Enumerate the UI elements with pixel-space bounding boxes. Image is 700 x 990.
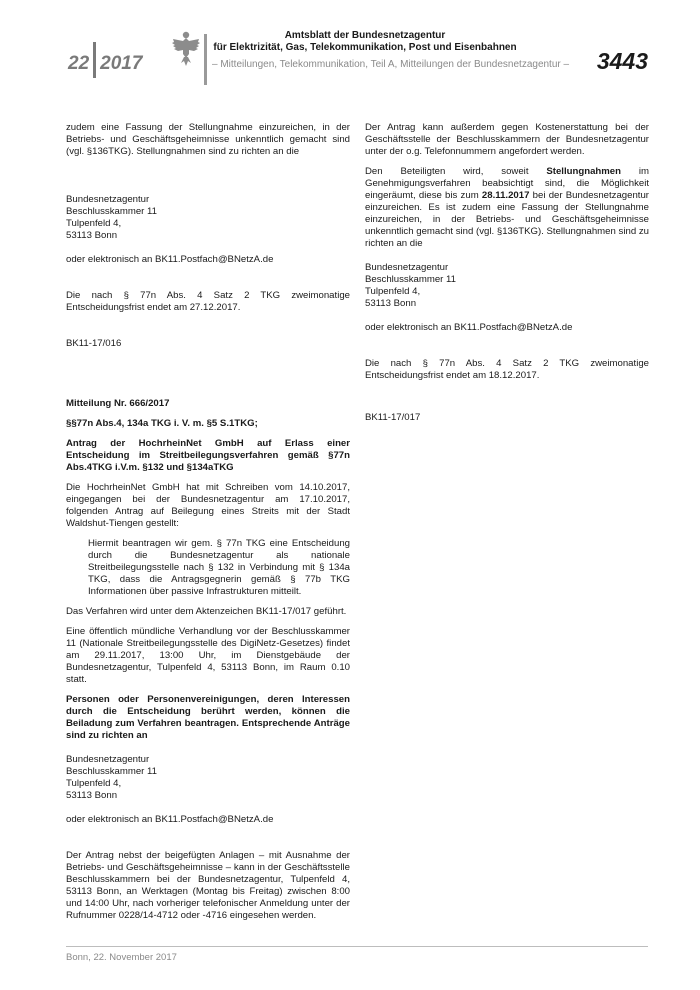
section-subtitle: – Mitteilungen, Telekommunikation, Teil A, Mitteilungen der Bundesnetzagentur –: [212, 59, 570, 70]
address-line: 53113 Bonn: [365, 298, 417, 309]
address-line: Beschlusskammer 11: [66, 206, 157, 217]
address-line: 53113 Bonn: [66, 790, 118, 801]
paragraph-statements: [365, 166, 649, 250]
address-line: Bundesnetzagentur: [66, 194, 150, 205]
address-line: Tulpenfeld 4,: [365, 286, 421, 297]
paragraph-application: Die HochrheinNet GmbH hat mit Schreiben vom 14.10.2017, eingegangen bei der Bundesnetzagentur am 17.10.2017, folgenden Antrag auf Beilegung eines Streits mit der Stadt Waldshut-Tiengen gestellt:: [66, 482, 350, 529]
intro-text: zudem eine Fassung der Stellungnahme einzureichen, in der Betriebs- und Geschäftsgeheimnisse unkenntlich gemacht sind (vgl. §136TKG). Stellungnahmen sind zu richten an die: [66, 122, 350, 157]
case-reference: BK11-17/017: [365, 412, 421, 423]
title-line-1: Amtsblatt der Bundesnetzagentur: [284, 30, 446, 41]
federal-eagle-icon: [171, 30, 201, 68]
right-column: [365, 122, 649, 424]
email-contact-2: oder elektronisch an BK11.Postfach@BNetzA.de: [66, 814, 274, 825]
address-line: Beschlusskammer 11: [365, 274, 456, 285]
email-contact-1: oder elektronisch an BK11.Postfach@BNetzA.de: [66, 254, 274, 265]
issue-label: [68, 50, 142, 78]
case-reference: BK11-17/016: [66, 338, 122, 349]
paragraph-joinder: Personen oder Personenvereinigungen, deren Interessen durch die Entscheidung berührt werden, können die Beiladung zum Verfahren beantragen. Entsprechende Anträge sind zu richten an: [66, 694, 350, 741]
notice-title: Mitteilung Nr. 666/2017: [66, 398, 170, 409]
page-number: 3443: [596, 48, 648, 74]
deadline-text: Die nach § 77n Abs. 4 Satz 2 TKG zweimonatige Entscheidungsfrist endet am 27.12.2017.: [66, 290, 350, 313]
footer-rule: [66, 946, 648, 947]
paragraph-hearing: Eine öffentlich mündliche Verhandlung vor der Beschlusskammer 11 (Nationale Streitbeilegungsstelle des DigiNetz-Gesetzes) findet am 29.11.2017, 13:00 Uhr, im Dienstgebäude der Bundesnetzagentur, Tulpenfeld 4, 53113 Bonn, im Raum 0.10 statt.: [66, 626, 350, 685]
text-run: im Genehmigungsverfahren beabsichtigt sind, die Möglichkeit eingeräumt, diese bis zum: [365, 166, 650, 201]
paragraph-copy-request: Der Antrag kann außerdem gegen Kostenerstattung bei der Geschäftsstelle der Beschlusskammern der Bundesnetzagentur unter der o.g. Telefonnummern angefordert werden.: [365, 122, 649, 157]
issue-year: 2017: [100, 53, 143, 74]
footer-date: Bonn, 22. November 2017: [66, 952, 177, 963]
address-line: Beschlusskammer 11: [66, 766, 157, 777]
publication-title: [200, 30, 530, 54]
issue-divider: [93, 42, 96, 78]
address-line: Tulpenfeld 4,: [66, 218, 122, 229]
paragraph-inspection: Der Antrag nebst der beigefügten Anlagen – mit Ausnahme der Betriebs- und Geschäftsgeheimnisse – kann in der Geschäftsstelle Beschlusskammern bei der Bundesnetzagentur, Tulpenfeld 4, 53113 Bonn, an Werktagen (Montag bis Freitag) zwischen 8:00 und 14:00 Uhr, nach vorheriger telefonischer Anmeldung unter der Rufnummer 0228/14-4712 oder -4716 eingesehen werden.: [66, 850, 350, 921]
legal-reference: §§77n Abs.4, 134a TKG i. V. m. §5 S.1TKG;: [66, 418, 258, 429]
address-block-3: [365, 262, 649, 310]
issue-number: 22: [68, 53, 90, 74]
address-block-1: [66, 194, 350, 242]
quoted-request: Hiermit beantragen wir gem. § 77n TKG eine Entscheidung durch die Bundesnetzagentur als nationale Streitbeilegungsstelle nach § 132 in Verbindung mit § 134a TKG, dass die Antragsgegnerin gemäß § 77b TKG Informationen über passive Infrastrukturen mitteilt.: [88, 538, 350, 597]
address-block-2: [66, 754, 350, 802]
text-run: Den Beteiligten wird, soweit: [365, 166, 547, 177]
notice-headline: Antrag der HochrheinNet GmbH auf Erlass einer Entscheidung im Streitbeilegungsverfahren gemäß §77n Abs.4TKG i.V.m. §132 und §134aTKG: [66, 438, 350, 473]
text-run: bei der Bundesnetzagentur einzureichen. Es ist zudem eine Fassung der Stellungnahme einzureichen, in der Betriebs- und Geschäftsgeheimnisse unkenntlich gemacht sind (vgl. §136TKG). Stellungnahmen sind zu richten an die: [365, 190, 649, 249]
text-run-bold: Stellungnahmen: [546, 166, 621, 177]
address-line: 53113 Bonn: [66, 230, 118, 241]
deadline-date-bold: 28.11.2017: [481, 190, 530, 201]
address-line: Tulpenfeld 4,: [66, 778, 122, 789]
left-column: [66, 122, 350, 922]
deadline-text: Die nach § 77n Abs. 4 Satz 2 TKG zweimonatige Entscheidungsfrist endet am 18.12.2017.: [365, 358, 649, 381]
address-line: Bundesnetzagentur: [365, 262, 449, 273]
email-contact-3: oder elektronisch an BK11.Postfach@BNetzA.de: [365, 322, 573, 333]
paragraph-case-number: Das Verfahren wird unter dem Aktenzeichen BK11-17/017 geführt.: [66, 606, 347, 617]
title-line-2: für Elektrizität, Gas, Telekommunikation, Post und Eisenbahnen: [213, 42, 517, 53]
address-line: Bundesnetzagentur: [66, 754, 150, 765]
